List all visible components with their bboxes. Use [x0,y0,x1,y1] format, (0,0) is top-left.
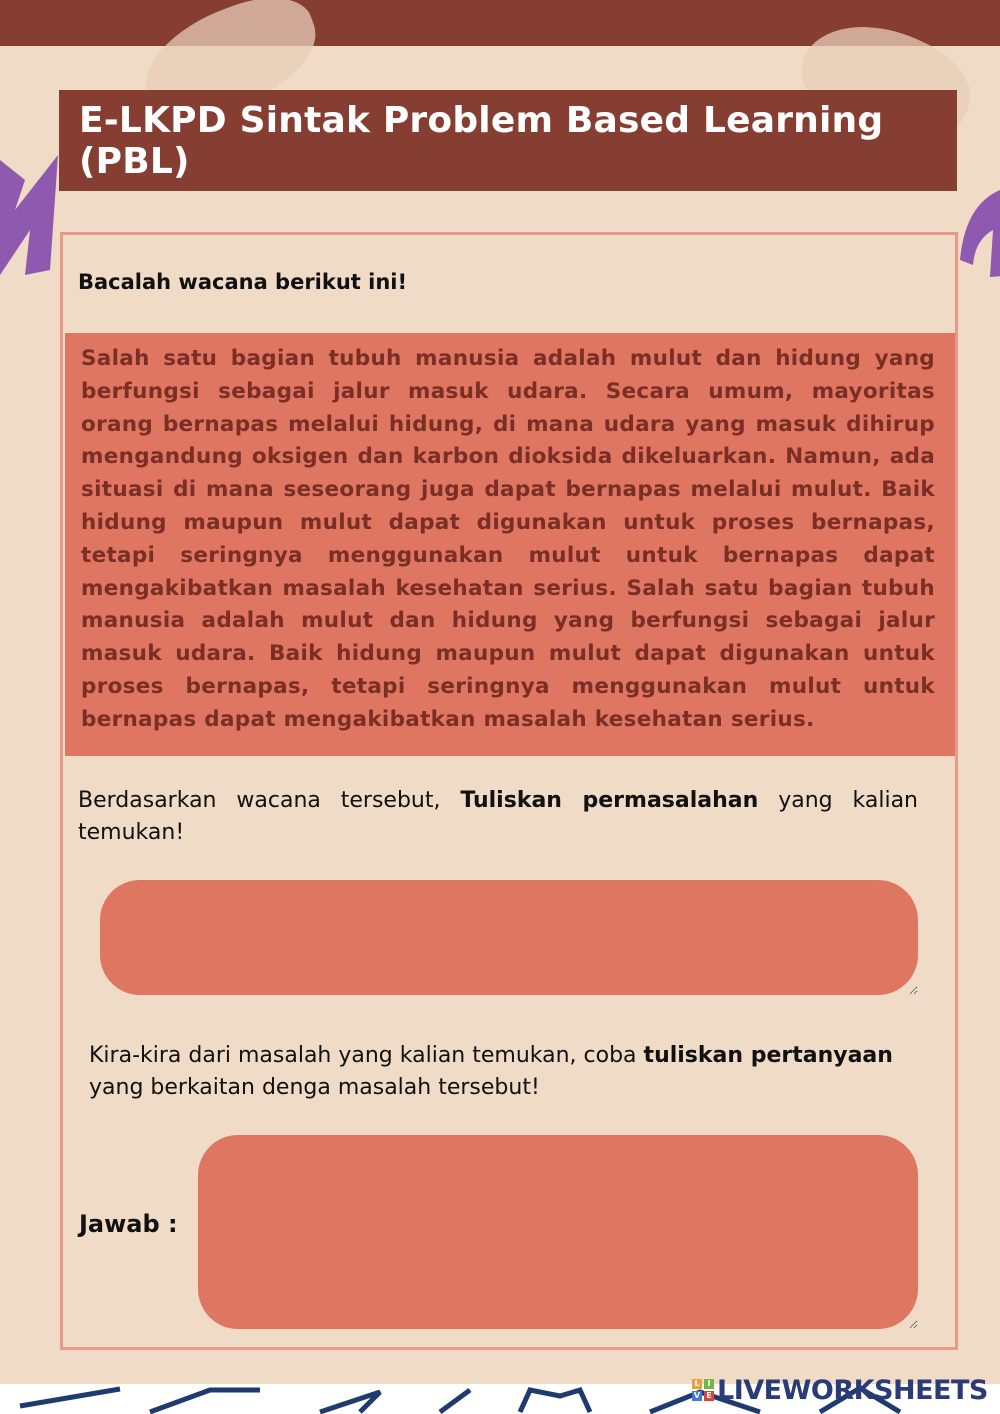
logo-tile: E [704,1391,714,1401]
logo-tile: L [692,1379,702,1389]
page-title: E-LKPD Sintak Problem Based Learning (PBL) [79,99,884,182]
logo-tile: I [704,1379,714,1389]
title-bar [59,90,957,191]
logo-tiles [692,1379,714,1401]
question-1-text: Berdasarkan wacana tersebut, [78,788,461,813]
answer-label: Jawab : [79,1210,178,1238]
reading-instruction: Bacalah wacana berikut ini! [78,270,408,294]
question-2-emphasis: tuliskan pertanyaan [643,1043,893,1068]
question-1 [78,785,918,849]
decorative-purple-shape [0,150,60,310]
question-2-text: Kira-kira dari masalah yang kalian temukan, coba [89,1043,644,1068]
question-1-emphasis: Tuliskan permasalahan [460,788,759,813]
logo-text: LIVEWORKSHEETS [717,1374,988,1406]
decorative-purple-shape [955,185,1000,285]
reading-passage-box [65,333,955,756]
liveworksheets-logo [692,1373,988,1407]
reading-passage-text: Salah satu bagian tubuh manusia adalah mulut dan hidung yang berfungsi sebagai jalur masuk udara. Secara umum, mayoritas orang bernapas melalui hidung, di mana udara yang masuk dihirup mengandung oksigen dan karbon dioksida dikeluarkan. Namun, ada situasi di mana seseorang juga dapat bernapas melalui mulut. Baik hidung maupun mulut dapat digunakan untuk proses bernapas, tetapi seringnya menggunakan mulut untuk bernapas dapat mengakibatkan masalah kesehatan serius. Salah satu bagian tubuh manusia adalah mulut dan hidung yang berfungsi sebagai jalur masuk udara. Baik hidung maupun mulut dapat digunakan untuk proses bernapas, tetapi seringnya menggunakan mulut untuk bernapas dapat mengakibatkan masalah kesehatan serius. [81,346,935,732]
answer-input-1[interactable] [100,880,918,995]
logo-tile: V [693,1391,701,1400]
question-1-text-end: yang kalian temukan! [78,788,918,845]
question-2-text-end: yang berkaitan denga masalah tersebut! [89,1075,540,1100]
answer-input-2[interactable] [198,1135,918,1329]
question-2 [89,1040,934,1104]
